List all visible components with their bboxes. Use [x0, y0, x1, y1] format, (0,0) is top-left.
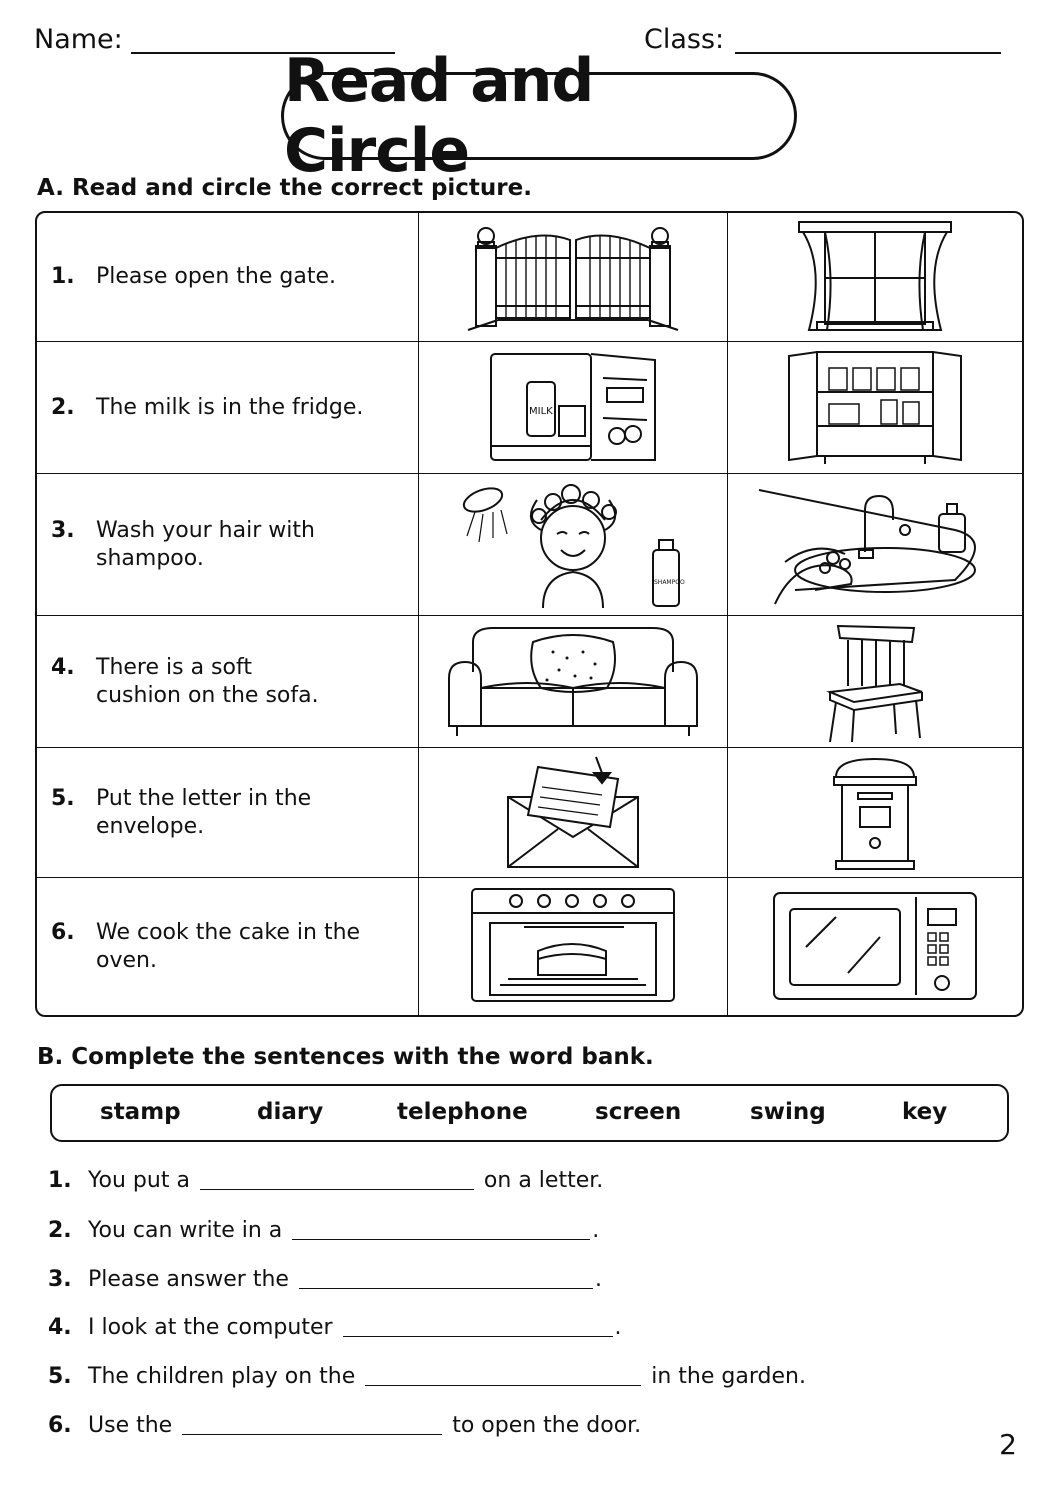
table-row [37, 213, 1022, 342]
section-b-heading: B. Complete the sentences with the word bank. [37, 1044, 654, 1070]
cupboard-picture[interactable] [728, 342, 1022, 474]
picture-table [35, 211, 1024, 1017]
question-5: 5. Put the letter in the envelope. [51, 785, 312, 839]
letter-envelope-picture[interactable] [419, 748, 728, 878]
answer-blank[interactable] [200, 1189, 474, 1190]
word-bank [50, 1084, 1009, 1142]
table-row [37, 878, 1022, 1015]
section-a-heading: A. Read and circle the correct picture. [37, 175, 532, 201]
table-row [37, 342, 1022, 474]
page-number: 2 [999, 1428, 1017, 1461]
word-bank-item[interactable]: screen [595, 1099, 682, 1125]
chair-picture[interactable] [728, 616, 1022, 748]
table-row [37, 474, 1022, 616]
gate-picture[interactable] [419, 213, 728, 342]
word-bank-item[interactable]: stamp [100, 1099, 181, 1125]
child-washing-hair-picture[interactable] [419, 474, 728, 616]
question-2: 2. The milk is in the fridge. [51, 394, 364, 420]
microwave-picture[interactable] [728, 878, 1022, 1015]
class-label: Class: [644, 24, 725, 55]
sentence-3: 3. Please answer the . [48, 1267, 602, 1292]
fridge-picture[interactable] [419, 342, 728, 474]
page-title: Read and Circle [284, 46, 594, 186]
word-bank-item[interactable]: telephone [397, 1099, 528, 1125]
title-banner [281, 46, 797, 186]
answer-blank[interactable] [343, 1336, 613, 1337]
window-picture[interactable] [728, 213, 1022, 342]
name-label: Name: [34, 24, 123, 55]
washing-hands-sink-picture[interactable] [728, 474, 1022, 616]
post-box-picture[interactable] [728, 748, 1022, 878]
question-4: 4. There is a soft cushion on the sofa. [51, 654, 319, 708]
sentence-1: 1. You put a on a letter. [48, 1168, 604, 1193]
table-row [37, 616, 1022, 748]
table-row [37, 748, 1022, 878]
word-bank-item[interactable]: diary [257, 1099, 324, 1125]
sentence-4: 4. I look at the computer . [48, 1315, 622, 1340]
answer-blank[interactable] [299, 1288, 593, 1289]
svg-text:MILK: MILK [529, 405, 553, 417]
question-1: 1. Please open the gate. [51, 264, 336, 289]
sentence-2: 2. You can write in a . [48, 1218, 600, 1243]
answer-blank[interactable] [182, 1434, 442, 1435]
sentence-5: 5. The children play on the in the garden. [48, 1364, 806, 1389]
word-bank-item[interactable]: key [902, 1099, 948, 1125]
question-6: 6. We cook the cake in the oven. [51, 919, 361, 973]
answer-blank[interactable] [365, 1385, 641, 1386]
sofa-cushion-picture[interactable] [419, 616, 728, 748]
answer-blank[interactable] [292, 1239, 590, 1240]
sentence-6: 6. Use the to open the door. [48, 1413, 642, 1438]
question-3: 3. Wash your hair with shampoo. [51, 517, 315, 571]
svg-text:SHAMPOO: SHAMPOO [654, 578, 685, 586]
word-bank-item[interactable]: swing [750, 1099, 826, 1125]
oven-cake-picture[interactable] [419, 878, 728, 1015]
